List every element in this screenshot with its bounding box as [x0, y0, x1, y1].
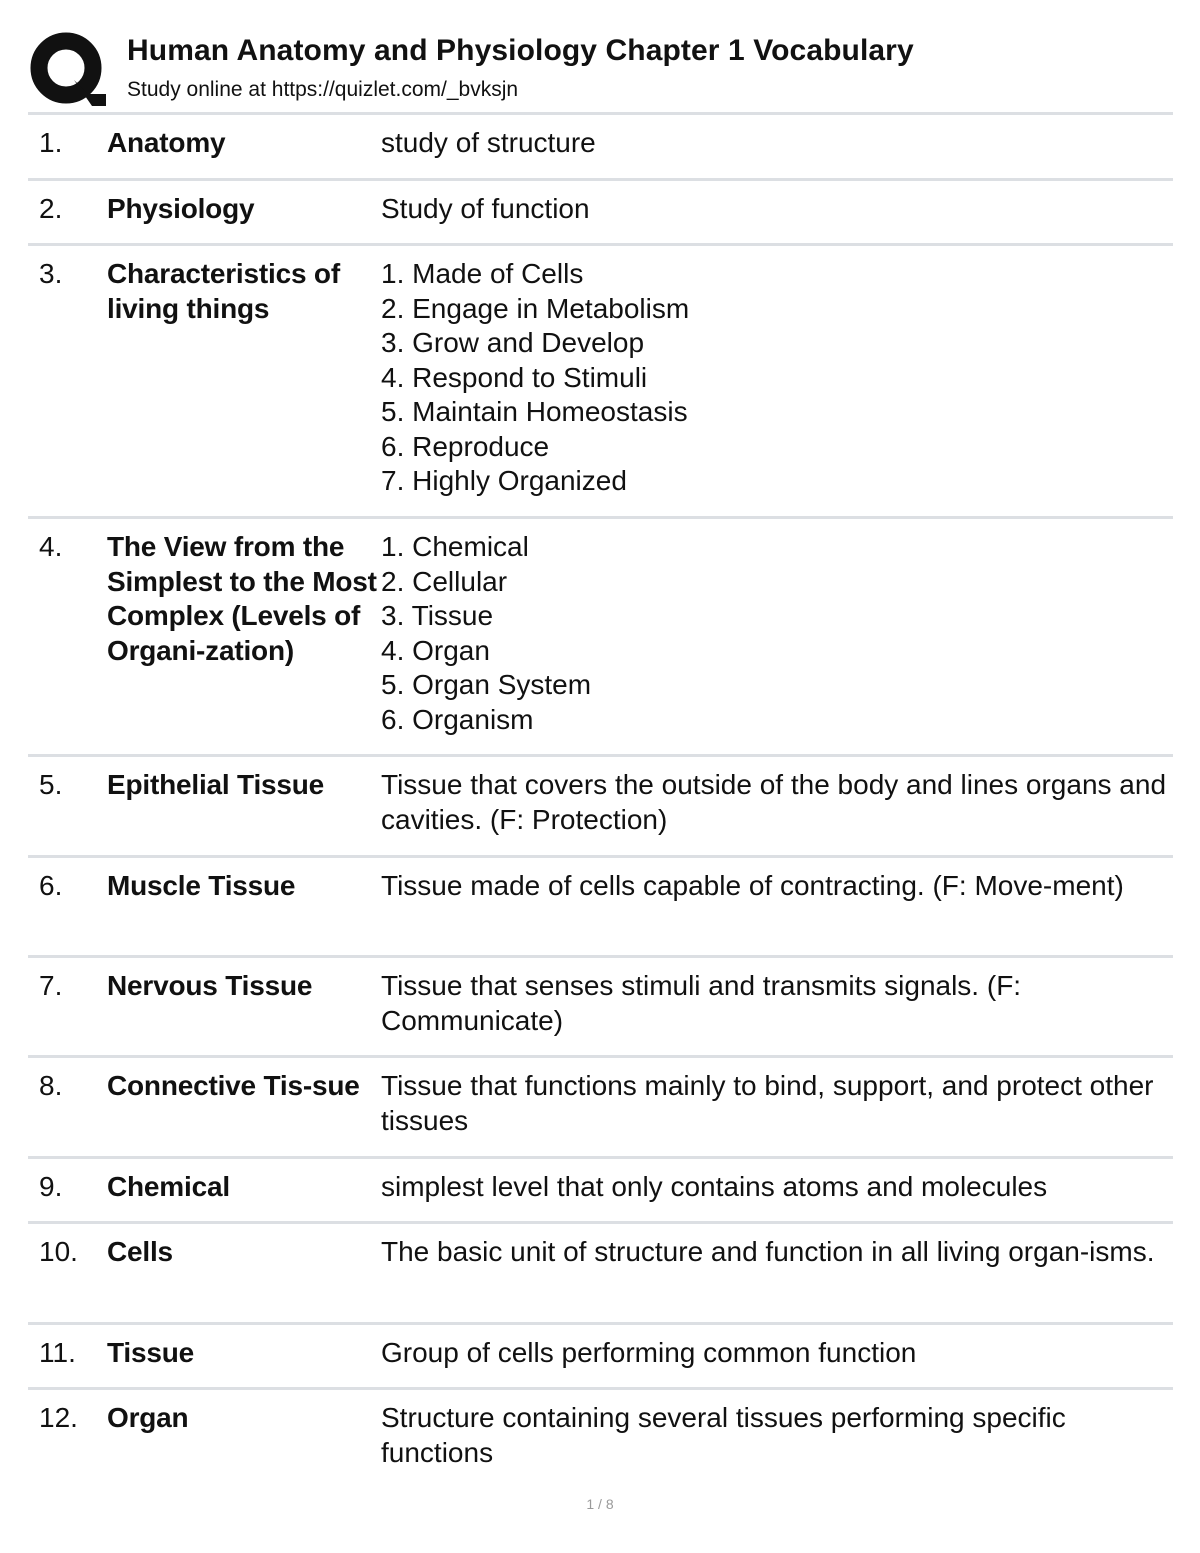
card-number: 11.	[39, 1337, 76, 1368]
vocab-row	[28, 1390, 1173, 1490]
vocab-row	[28, 958, 1173, 1058]
card-definition: Structure containing several tissues performing specific functions	[381, 1402, 1066, 1468]
card-number: 4.	[39, 531, 63, 562]
card-definition: study of structure	[381, 127, 596, 158]
card-number: 8.	[39, 1070, 63, 1101]
vocab-row	[28, 1159, 1173, 1224]
vocab-row	[28, 115, 1173, 181]
page-number: 1 / 8	[586, 1496, 614, 1512]
card-definition: Tissue that covers the outside of the body and lines organs and cavities. (F: Protection)	[381, 769, 1167, 835]
vocab-row	[28, 1224, 1173, 1325]
card-term: Organ	[107, 1402, 189, 1433]
card-term: Chemical	[107, 1171, 230, 1202]
card-definition: Tissue that functions mainly to bind, support, and protect other tissues	[381, 1070, 1154, 1136]
vocabulary-list	[28, 115, 1173, 1490]
vocab-row	[28, 1325, 1173, 1390]
card-definition: 1. Made of Cells 2. Engage in Metabolism 3. Grow and Develop 4. Respond to Stimuli 5. Maintain Homeostasis 6. Reproduce 7. Highly Organized	[381, 258, 690, 496]
document-title: Human Anatomy and Physiology Chapter 1 Vocabulary	[127, 34, 914, 67]
card-number: 2.	[39, 193, 63, 224]
vocab-row	[28, 757, 1173, 858]
card-term: Connective Tis-sue	[107, 1070, 360, 1101]
vocab-row	[28, 1058, 1173, 1159]
vocab-row	[28, 519, 1173, 757]
card-term: Characteristics of living things	[107, 258, 340, 324]
vocab-row	[28, 858, 1173, 958]
study-online-link[interactable]: Study online at https://quizlet.com/_bvksjn	[127, 78, 519, 101]
card-definition: Tissue made of cells capable of contracting. (F: Move-ment)	[381, 870, 1124, 901]
card-definition: simplest level that only contains atoms and molecules	[381, 1171, 1048, 1202]
card-term: Physiology	[107, 193, 255, 224]
card-definition: Group of cells performing common function	[381, 1337, 917, 1368]
card-number: 7.	[39, 970, 63, 1001]
card-term: Nervous Tissue	[107, 970, 313, 1001]
card-term: Tissue	[107, 1337, 194, 1368]
card-term: Muscle Tissue	[107, 870, 296, 901]
card-definition: 1. Chemical 2. Cellular 3. Tissue 4. Organ 5. Organ System 6. Organism	[381, 531, 592, 735]
card-number: 6.	[39, 870, 63, 901]
card-definition: The basic unit of structure and function in all living organ-isms.	[381, 1236, 1155, 1267]
card-number: 12.	[39, 1402, 78, 1433]
vocab-row	[28, 246, 1173, 519]
card-number: 9.	[39, 1171, 63, 1202]
card-number: 1.	[39, 127, 63, 158]
quizlet-logo-icon	[30, 32, 106, 108]
card-term: The View from the Simplest to the Most Complex (Levels of Organi-zation)	[107, 531, 377, 666]
card-definition: Study of function	[381, 193, 590, 224]
card-term: Anatomy	[107, 127, 226, 158]
vocab-row	[28, 181, 1173, 246]
card-term: Cells	[107, 1236, 173, 1267]
card-definition: Tissue that senses stimuli and transmits signals. (F: Communicate)	[381, 970, 1022, 1036]
card-term: Epithelial Tissue	[107, 769, 325, 800]
card-number: 10.	[39, 1236, 78, 1267]
document-header	[30, 30, 1172, 112]
card-number: 5.	[39, 769, 63, 800]
card-number: 3.	[39, 258, 63, 289]
